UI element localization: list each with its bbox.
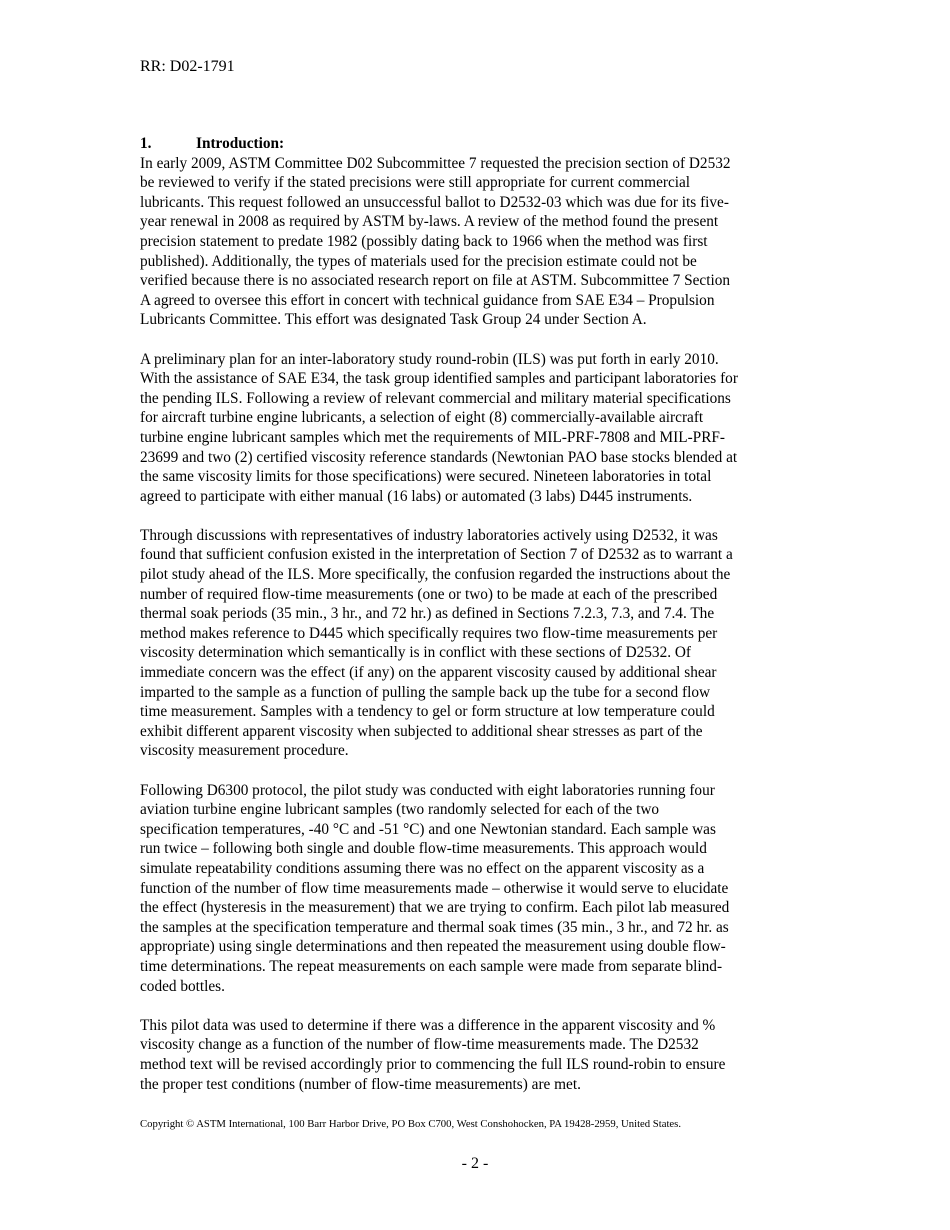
paragraph-line: number of required flow-time measurements (one or two) to be made at each of the prescribed [140,585,718,603]
paragraph-line: This pilot data was used to determine if there was a difference in the apparent viscosity and % [140,1016,716,1034]
paragraph-line: viscosity determination which semantically is in conflict with these sections of D2532. Of [140,644,692,662]
paragraph-line: Lubricants Committee. This effort was designated Task Group 24 under Section A. [140,311,647,329]
paragraph-line: In early 2009, ASTM Committee D02 Subcommittee 7 requested the precision section of D2532 [140,154,731,172]
paragraph-line: exhibit different apparent viscosity when subjected to additional shear stresses as part of the [140,722,703,740]
paragraph-line: A preliminary plan for an inter-laboratory study round-robin (ILS) was put forth in early 2010. [140,350,719,368]
paragraph-line: for aircraft turbine engine lubricants, a selection of eight (8) commercially-available aircraft [140,409,704,427]
paragraph-line: viscosity measurement procedure. [140,742,349,760]
paragraph-line: time determinations. The repeat measurements on each sample were made from separate blind- [140,957,723,975]
paragraph-line: the samples at the specification temperature and thermal soak times (35 min., 3 hr., and 72 hr. as [140,918,729,936]
copyright-notice: Copyright © ASTM International, 100 Barr Harbor Drive, PO Box C700, West Conshohocken, PA 19428-2959, United States. [140,1118,682,1130]
paragraph-line: lubricants. This request followed an unsuccessful ballot to D2532-03 which was due for its five- [140,193,729,211]
paragraph-line: Following D6300 protocol, the pilot study was conducted with eight laboratories running four [140,781,715,799]
paragraph-2 [140,350,820,507]
paragraph-container [140,154,820,1095]
paragraph-line: appropriate) using single determinations and then repeated the measurement using double flow- [140,938,726,956]
paragraph-5 [140,1016,820,1094]
paragraph-4 [140,781,820,997]
paragraph-line: the same viscosity limits for those specifications) were secured. Nineteen laboratories in total [140,468,712,486]
page-number: - 2 - [461,1155,489,1172]
section-heading [140,134,820,154]
paragraph-line: year renewal in 2008 as required by ASTM by-laws. A review of the method found the present [140,213,719,231]
paragraph-line: the pending ILS. Following a review of relevant commercial and military material specifications [140,389,731,407]
paragraph-line: agreed to participate with either manual (16 labs) or automated (3 labs) D445 instruments. [140,487,693,505]
paragraph-line: pilot study ahead of the ILS. More specifically, the confusion regarded the instructions about the [140,566,731,584]
paragraph-line: specification temperatures, -40 °C and -51 °C) and one Newtonian standard. Each sample was [140,820,716,838]
paragraph-line: method makes reference to D445 which specifically requires two flow-time measurements per [140,624,718,642]
paragraph-line: verified because there is no associated research report on file at ASTM. Subcommittee 7 Section [140,272,731,290]
paragraph-line: run twice – following both single and double flow-time measurements. This approach would [140,840,707,858]
paragraph-line: 23699 and two (2) certified viscosity reference standards (Newtonian PAO base stocks blended at [140,448,738,466]
paragraph-line: method text will be revised accordingly prior to commencing the full ILS round-robin to ensure [140,1055,726,1073]
paragraph-line: imparted to the sample as a function of pulling the sample back up the tube for a second flow [140,683,711,701]
paragraph-line: found that sufficient confusion existed in the interpretation of Section 7 of D2532 as to warrant a [140,546,733,564]
paragraph-line: time measurement. Samples with a tendency to gel or form structure at low temperature could [140,703,715,721]
paragraph-line: aviation turbine engine lubricant samples (two randomly selected for each of the two [140,801,660,819]
paragraph-line: immediate concern was the effect (if any) on the apparent viscosity caused by additional shear [140,664,717,682]
report-id-header: RR: D02-1791 [140,58,235,75]
paragraph-3 [140,526,820,761]
paragraph-line: turbine engine lubricant samples which met the requirements of MIL-PRF-7808 and MIL-PRF- [140,428,725,446]
paragraph-line: published). Additionally, the types of materials used for the precision estimate could not be [140,252,697,270]
paragraph-line: coded bottles. [140,977,225,995]
paragraph-line: the effect (hysteresis in the measurement) that we are trying to confirm. Each pilot lab measured [140,899,730,917]
paragraph-line: precision statement to predate 1982 (possibly dating back to 1966 when the method was first [140,232,708,250]
paragraph-line: With the assistance of SAE E34, the task group identified samples and participant laboratories for [140,370,738,388]
document-body [140,134,820,1094]
paragraph-line: be reviewed to verify if the stated precisions were still appropriate for current commercial [140,174,691,192]
section-title: Introduction: [196,135,285,152]
paragraph-line: simulate repeatability conditions assuming there was no effect on the apparent viscosity as a [140,859,705,877]
paragraph-line: thermal soak periods (35 min., 3 hr., and 72 hr.) as defined in Sections 7.2.3, 7.3, and 7.4. The [140,605,715,623]
paragraph-line: viscosity change as a function of the number of flow-time measurements made. The D2532 [140,1036,699,1054]
paragraph-line: the proper test conditions (number of flow-time measurements) are met. [140,1075,581,1093]
paragraph-line: Through discussions with representatives of industry laboratories actively using D2532, it was [140,526,718,544]
paragraph-line: A agreed to oversee this effort in concert with technical guidance from SAE E34 – Propulsion [140,291,715,309]
section-number: 1. [140,135,152,152]
paragraph-1 [140,154,820,330]
paragraph-line: function of the number of flow time measurements made – otherwise it would serve to elucidate [140,879,729,897]
